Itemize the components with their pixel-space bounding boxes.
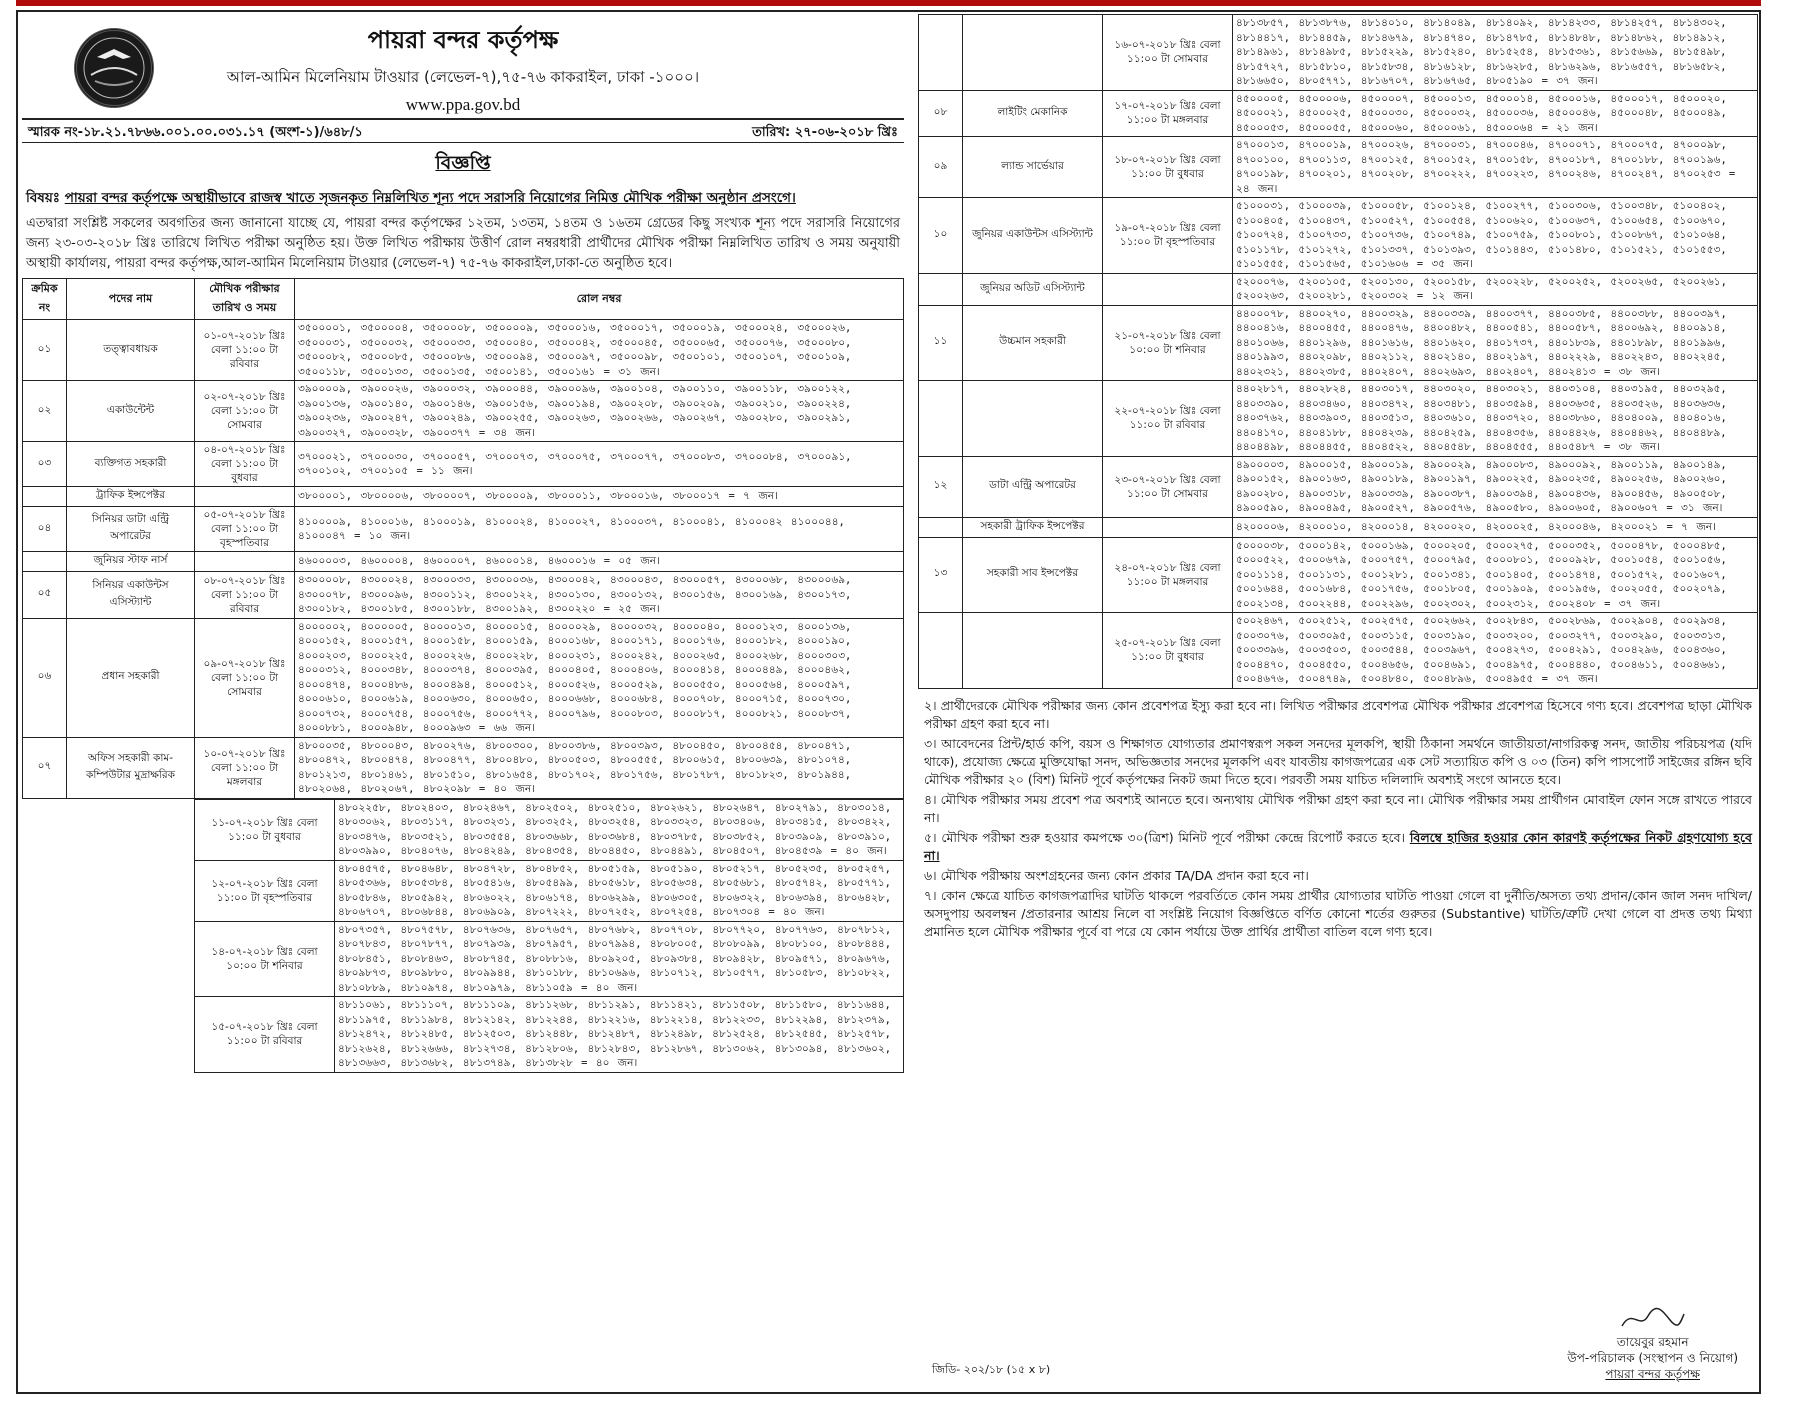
exam-date-cell: ২৫-০৭-২০১৮ খ্রিঃ বেলা ১১:০০ টা বুধবার xyxy=(1103,613,1233,689)
post-name-cell: লাইটিং মেকানিক xyxy=(963,90,1103,137)
roll-numbers-cell: ৪৫০০০০৫, ৪৫০০০০৬, ৪৫০০০০৭, ৪৫০০০১৩, ৪৫০০০১৪, ৪৫০০০১৬, ৪৫০০০১৭, ৪৫০০০২০, ৪৫০০০২১, ৪৫০০০২৫, ৪৫০০০৩০, ৪৫০০০৩২, ৪৫০০০৩৬, ৪৫০০০৪৬, ৪৫০০০৪৮, ৪৫০০০৪৯, ৪৫০০০৫৩, ৪৫০০০৫৫, ৪৫০০০৬০, ৪৫০০০৬১, ৪৫০০০৬৪ = ২১ জন। xyxy=(1233,90,1758,137)
exam-date-cell: ১১-০৭-২০১৮ খ্রিঃ বেলা ১১:০০ টা বুধবার xyxy=(195,799,335,860)
post-name-cell: জুনিয়র স্টাফ নার্স xyxy=(67,552,195,572)
intro-paragraph: এতদ্বারা সংশ্লিষ্ট সকলের অবগতির জন্য জানানো যাচ্ছে যে, পায়রা বন্দর কর্তৃপক্ষের ১২তম, ১৩তম, ১৪তম ও ১৬তম গ্রেডের কিছু সংখ্যক শূন্য পদে সরাসরি নিয়োগের জন্য ২৩-০৩-২০১৮ খ্রিঃ তারিখে লিখিত পরীক্ষা অনুষ্ঠিত হয়। উক্ত লিখিত পরীক্ষায় উত্তীর্ণ রোল নম্বরধারী প্রার্থীদের মৌখিক পরীক্ষা নিম্নলিখিত তারিখ ও সময় অনুযায়ী অস্থায়ী কার্যালয়, পায়রা বন্দর কর্তৃপক্ষ,আল-আমিন মিলেনিয়াম টাওয়ার (লেভেল-৭) ৭৫-৭৬ কাকরাইল,ঢাকা-তে অনুষ্ঠিত হবে। xyxy=(26,216,900,271)
table-row xyxy=(23,442,904,487)
note-5-emphasis: বিলম্বে হাজির হওয়ার কোন কারণই কর্তৃপক্ষের নিকট গ্রহণযোগ্য হবে না। xyxy=(924,829,1752,863)
roll-numbers-cell: ৪১০০০০৯, ৪১০০০১৬, ৪১০০০১৯, ৪১০০০২৪, ৪১০০০২৭, ৪১০০০৩৭, ৪১০০০৪১, ৪১০০০৪২ ৪১০০০৪৪, ৪১০০০৪৭ = ১০ জন। xyxy=(295,507,904,552)
signature-mark xyxy=(1618,1306,1688,1332)
top-color-strip xyxy=(16,0,1761,6)
table-row xyxy=(195,799,904,860)
post-name-cell: জুনিয়র একাউন্টস এসিস্ট্যান্ট xyxy=(963,198,1103,274)
exam-date-cell xyxy=(195,487,295,507)
table-row xyxy=(919,456,1758,517)
post-name-cell xyxy=(963,381,1103,457)
exam-date-cell: ১৬-০৭-২০১৮ খ্রিঃ বেলা ১১:০০ টা সোমবার xyxy=(1103,15,1233,91)
table-row xyxy=(23,381,904,442)
roll-numbers-cell: ৪৪০২৮১৭, ৪৪০২৮২৪, ৪৪০৩০১৭, ৪৪০৩০২০, ৪৪০৩০২১, ৪৪০৩১০৪, ৪৪০৩১৯৫, ৪৪০৩২৯৫, ৪৪০৩৩৯০, ৪৪০৩৪৬০, ৪৪০৩৪৭২, ৪৪০৩৪৮১, ৪৪০৩৫৯৪, ৪৪০৩৬৩৫, ৪৪০৩৫২৬, ৪৪০৩৬৩৬, ৪৪০৩৭৬২, ৪৪০৩৯০৩, ৪৪০৩৫১৩, ৪৪০৩৬১০, ৪৪০৩৭২০, ৪৪০৩৮৬০, ৪৪০৪০০৯, ৪৪০৪০১৬, ৪৪০৪১৭০, ৪৪০৪১৮৮, ৪৪০৪২৩৯, ৪৪০৪২৫৯, ৪৪০৪৩৫৬, ৪৪০৪৪২৬, ৪৪০৪৪৬২, ৪৪০৪৪৮৯, ৪৪০৪৪৯৮, ৪৪০৪৪৫৫, ৪৪০৪৫২২, ৪৪০৪৫৪৮, ৪৪০৪৫৫৫, ৪৪০৫৪৮৭ = ৩৮ জন। xyxy=(1233,381,1758,457)
header-date: মৌখিক পরীক্ষার তারিখ ও সময় xyxy=(195,279,295,320)
header-roll: রোল নম্বর xyxy=(295,279,904,320)
org-address: আল-আমিন মিলেনিয়াম টাওয়ার (লেভেল-৭),৭৫-৭৬ কাকরাইল, ঢাকা -১০০০। xyxy=(226,68,700,86)
signatory-designation: উপ-পরিচালক (সংস্থাপন ও নিয়োগ) xyxy=(1567,1351,1738,1365)
table-row xyxy=(919,517,1758,537)
exam-date-cell xyxy=(1103,517,1233,537)
serial-cell xyxy=(919,381,963,457)
exam-date-cell xyxy=(1103,273,1233,305)
roll-numbers-cell: ৪৬০০০০৩, ৪৬০০০০৪, ৪৬০০০০৭, ৪৬০০০১৪, ৪৬০০০১৬ = ০৫ জন। xyxy=(295,552,904,572)
serial-cell: ০৬ xyxy=(23,618,67,737)
serial-cell xyxy=(919,613,963,689)
exam-date-cell: ১৯-০৭-২০১৮ খ্রিঃ বেলা ১১:০০ টা বৃহস্পতিবার xyxy=(1103,198,1233,274)
header-post: পদের নাম xyxy=(67,279,195,320)
serial-cell: ০১ xyxy=(23,320,67,381)
serial-cell xyxy=(23,487,67,507)
roll-numbers-cell: ৪০০০০০২, ৪০০০০০৫, ৪০০০০১৩, ৪০০০০১৫, ৪০০০০২৯, ৪০০০০৩২, ৪০০০০৪০, ৪০০০১২৩, ৪০০০১৩৬, ৪০০০১৫২, ৪০০০১৫৭, ৪০০০১৫৮, ৪০০০১৫৯, ৪০০০১৬৮, ৪০০০১৭১, ৪০০০১৭৬, ৪০০০১৮২, ৪০০০১৯০, ৪০০০২০৩, ৪০০০২২৫, ৪০০০২২৬, ৪০০০২২৮, ৪০০০২৩১, ৪০০০২৪২, ৪০০০২৬৫, ৪০০০২৬৮, ৪০০০৩০৩, ৪০০০৩১২, ৪০০০৩৪৮, ৪০০০৩৭৪, ৪০০০৩৯৫, ৪০০০৪০৫, ৪০০০৪০৬, ৪০০০৪১৪, ৪০০০৪৪৯, ৪০০০৪৬২, ৪০০০৪৭৪, ৪০০০৪৮৬, ৪০০০৪৯৪, ৪০০০৫১২, ৪০০০৫২৬, ৪০০০৫২৯, ৪০০০৫৫০, ৪০০০৫৬৪, ৪০০০৫৯৭, ৪০০০৬১০, ৪০০০৬১৯, ৪০০০৬৩০, ৪০০০৬৫০, ৪০০০৬৬৮, ৪০০০৬৮৪, ৪০০০৭০৮, ৪০০০৭১৫, ৪০০০৭৩০, ৪০০০৭৩২, ৪০০০৭৫৪, ৪০০০৭৫৬, ৪০০০৭৭২, ৪০০০৭৯৬, ৪০০০৮০৩, ৪০০০৮১৭, ৪০০০৮২১, ৪০০০৮৩৭, ৪০০০৮৮১, ৪০০০৯৪৮, ৪০০০৯৬৩ = ৬৬ জন। xyxy=(295,618,904,737)
exam-date-cell: ১৫-০৭-২০১৮ খ্রিঃ বেলা ১১:০০ টা রবিবার xyxy=(195,997,335,1073)
serial-cell: ০৮ xyxy=(919,90,963,137)
serial-cell xyxy=(919,517,963,537)
exam-date-cell: ০৫-০৭-২০১৮ খ্রিঃ বেলা ১১:০০ টা বৃহস্পতিবার xyxy=(195,507,295,552)
exam-table-right xyxy=(918,14,1758,689)
table-row xyxy=(195,860,904,921)
table-row xyxy=(23,572,904,619)
roll-numbers-cell: ৩৭০০০২১, ৩৭০০০৩০, ৩৭০০০৫৭, ৩৭০০০৭৩, ৩৭০০০৭৫, ৩৭০০০৭৭, ৩৭০০০৮৩, ৩৭০০০৮৪, ৩৭০০০৯১, ৩৭০০১০২, ৩৭০০১০৫ = ১১ জন। xyxy=(295,442,904,487)
exam-date-cell: ১৮-০৭-২০১৮ খ্রিঃ বেলা ১১:০০ টা বুধবার xyxy=(1103,137,1233,198)
serial-cell: ০৪ xyxy=(23,507,67,552)
exam-table-left-sub xyxy=(194,799,904,1073)
roll-numbers-cell: ৪৮০৪৫৭৫, ৪৮০৪৬৪৮, ৪৮০৪৭২৮, ৪৮০৪৮৫২, ৪৮০৫১৫৯, ৪৮০৫১৯০, ৪৮০৫২১৭, ৪৮০৫২৩৫, ৪৮০৫২৫৭, ৪৮০৫৩৬৬, ৪৮০৫৩৮৪, ৪৮০৫৪১৬, ৪৮০৫৪৯৯, ৪৮০৫৬১৮, ৪৮০৫৬৩৪, ৪৮০৫৬৮১, ৪৮০৫৭৪২, ৪৮০৫৭৭১, ৪৮০৫৮৪৬, ৪৮০৫৯৪২, ৪৮০৬০২২, ৪৮০৬১৭৪, ৪৮০৬২৯৯, ৪৮০৬৩০৫, ৪৮০৬৩২২, ৪৮০৬৩৯৪, ৪৮০৬৪২৮, ৪৮০৬৭০৭, ৪৮০৬৮৪৪, ৪৮০৬৯০৯, ৪৮০৭২২২, ৪৮০৭২৫২, ৪৮০৭২৫৪, ৪৮০৭৩০৪ = ৪০ জন। xyxy=(335,860,904,921)
serial-cell xyxy=(919,15,963,91)
note-7: ৭। কোন ক্ষেত্রে যাচিত কাগজপত্রাদির ঘাটতি থাকলে পরবর্তিতে কোন সময় প্রার্থীর যোগ্যতার ঘাটতি পাওয়া গেলে বা দুর্নীতি/অসত্য তথ্য প্রদান/কোন জাল সনদ দাখিল/অসদুপায় অবলম্বন /প্রতারনার আশ্রয় নিলে বা সংশ্লিষ্ট নিয়োগ বিজ্ঞপ্তিতে বর্ণিত কোনো শর্তের গুরুতর (Substantive) ঘাটতি/ত্রুটি দেখা গেলে বা প্রদত্ত তথ্য মিথ্যা প্রমানিত হলে মৌখিক পরীক্ষার পূর্বে বা পরে যে কোন পর্যায়ে উক্ত প্রার্থির প্রার্থীতা বাতিল বলে গণ্য হবে। xyxy=(924,887,1752,939)
notice-title: বিজ্ঞপ্তি xyxy=(435,152,491,174)
footer-code: জিডি- ২০২/১৮ (১৫ x ৮) xyxy=(932,1363,1051,1376)
post-name-cell: ডাটা এন্ট্রি অপারেটর xyxy=(963,456,1103,517)
post-name-cell: জুনিয়র অডিট এসিস্ট্যান্ট xyxy=(963,273,1103,305)
post-name-cell: ব্যক্তিগত সহকারী xyxy=(67,442,195,487)
notice-page xyxy=(16,10,1761,1394)
roll-numbers-cell: ৪৩০০০০৮, ৪৩০০০২৪, ৪৩০০০৩৩, ৪৩০০০৩৬, ৪৩০০০৪২, ৪৩০০০৪৩, ৪৩০০০৫৭, ৪৩০০০৬৮, ৪৩০০০৬৯, ৪৩০০০৭৮, ৪৩০০০৯৬, ৪৩০০১১২, ৪৩০০১২২, ৪৩০০১৩০, ৪৩০০১৩২, ৪৩০০১৫৬, ৪৩০০১৬৯, ৪৩০০১৭৩, ৪৩০০১৮২, ৪৩০০১৮৫, ৪৩০০১৮৮, ৪৩০০১৯২, ৪৩০০২২০ = ২৫ জন। xyxy=(295,572,904,619)
table-row xyxy=(919,137,1758,198)
table-row xyxy=(919,537,1758,613)
post-name-cell xyxy=(963,15,1103,91)
signatory-name: তায়েবুর রহমান xyxy=(1616,1335,1689,1349)
note-6: ৬। মৌখিক পরীক্ষায় অংশগ্রহনের জন্য কোন প্রকার TA/DA প্রদান করা হবে না। xyxy=(924,867,1309,883)
table-row xyxy=(23,737,904,798)
memo-number: স্মারক নং-১৮.২১.৭৮৬৬.০০১.০০.০৩১.১৭ (অংশ-১)/৬৪৮/১ xyxy=(28,125,363,140)
roll-numbers-cell: ৫০০০০৩৮, ৫০০০১৪২, ৫০০০১৬৯, ৫০০০২০৫, ৫০০০২৭৫, ৫০০০৩৫২, ৫০০০৪৭৮, ৫০০০৪৮৫, ৫০০০৫২২, ৫০০০৬৭৯, ৫০০০৭৫৭, ৫০০০৭৯৫, ৫০০০৮০১, ৫০০০৯২৮, ৫০০১০৫৪, ৫০০১০৫৬, ৫০০১১১৪, ৫০০১১৩১, ৫০০১২৮১, ৫০০১৩৪১, ৫০০১৪০৫, ৫০০১৪৭৪, ৫০০১৫৭২, ৫০০১৬০৭, ৫০০১৬৪৪, ৫০০১৬৮৪, ৫০০১৭৫৬, ৫০০১৮০৫, ৫০০১৯০৯, ৫০০১৯৫৬, ৫০০২০৫৫, ৫০০২০৭৯, ৫০০২১৩৪, ৫০০২২৪৪, ৫০০২২৯৬, ৫০০২৩০২, ৫০০২৩১২, ৫০০২৪০৮ = ৩৭ জন। xyxy=(1233,537,1758,613)
exam-date-cell: ০৪-০৭-২০১৮ খ্রিঃ বেলা ১১:০০ টা বুধবার xyxy=(195,442,295,487)
note-5-text: ৫। মৌখিক পরীক্ষা শুরু হওয়ার কমপক্ষে ৩০(ত্রিশ) মিনিট পূর্বে পরীক্ষা কেন্দ্রে রিপোর্ট করতে হবে। xyxy=(924,829,1406,845)
ppa-logo-icon xyxy=(74,28,154,108)
roll-numbers-cell: ৫১০০০৩১, ৫১০০০৩৯, ৫১০০০৫৮, ৫১০০১২৪, ৫১০০২৭৭, ৫১০০৩০৬, ৫১০০৩৪৮, ৫১০০৪০২, ৫১০০৪০৫, ৫১০০৪৩৭, ৫১০০৫২৭, ৫১০০৫৫৪, ৫১০০৬২০, ৫১০০৬৩৭, ৫১০০৬৫৪, ৫১০০৬৭০, ৫১০০৭২৪, ৫১০০৭৩৩, ৫১০০৭৩৬, ৫১০০৭৪৯, ৫১০০৭৫৯, ৫১০০৮০১, ৫১০০৮৬৭, ৫১০১০৬৪, ৫১০১১৭৮, ৫১০১২৭২, ৫১০১৩৩৭, ৫১০১৩৯৩, ৫১০১৪৪৩, ৫১০১৪৮০, ৫১০১৫২১, ৫১০১৫৫৩, ৫১০১৫৫৫, ৫১০১৫৬৫, ৫১০১৬০৬ = ৩৫ জন। xyxy=(1233,198,1758,274)
right-column xyxy=(918,14,1758,1390)
post-name-cell: সিনিয়র একাউন্টস এসিস্ট্যান্ট xyxy=(67,572,195,619)
serial-cell: ১০ xyxy=(919,198,963,274)
post-name-cell: প্রধান সহকারী xyxy=(67,618,195,737)
org-website: www.ppa.gov.bd xyxy=(405,95,521,114)
roll-numbers-cell: ৪২০০০০৬, ৪২০০০১০, ৪২০০০১৪, ৪২০০০২০, ৪২০০০২৫, ৪২০০০৪৬, ৪২০০০২১ = ৭ জন। xyxy=(1233,517,1758,537)
serial-cell: ০২ xyxy=(23,381,67,442)
post-name-cell: সহকারী ট্রাফিক ইন্সপেক্টর xyxy=(963,517,1103,537)
table-row xyxy=(23,507,904,552)
notice-date: তারিখ: ২৭-০৬-২০১৮ খ্রিঃ xyxy=(752,125,898,140)
roll-numbers-cell: ৩৫০০০০১, ৩৫০০০০৪, ৩৫০০০০৮, ৩৫০০০০৯, ৩৫০০০১৬, ৩৫০০০১৭, ৩৫০০০১৯, ৩৫০০০২৪, ৩৫০০০২৬, ৩৫০০০৩১, ৩৫০০০৩২, ৩৫০০০৩৩, ৩৫০০০৪০, ৩৫০০০৪২, ৩৫০০০৪৫, ৩৫০০০৬৫, ৩৫০০০৭৬, ৩৫০০০৮০, ৩৫০০০৮২, ৩৫০০০৮৫, ৩৫০০০৮৬, ৩৫০০০৯৪, ৩৫০০০৯৭, ৩৫০০০৯৮, ৩৫০০১০১, ৩৫০০১০৭, ৩৫০০১০৯, ৩৫০০১১৮, ৩৫০০১৩৩, ৩৫০০১৩৫, ৩৫০০১৪১, ৩৫০০১৬১ = ৩১ জন। xyxy=(295,320,904,381)
note-3: ৩। আবেদনের প্রিন্ট/হার্ড কপি, বয়স ও শিক্ষাগত যোগ্যতার প্রমাণস্বরূপ সকল সনদের মূলকপি, স্থায়ী ঠিকানা সমর্থনে জাতীয়তা/নাগরিকত্ব সনদ, জাতীয় পরিচয়পত্র (যদি থাকে), প্রযোজ্য ক্ষেত্রে মুক্তিযোদ্ধা সনদ, অভিজ্ঞতার সনদের মূলকপি এবং যাবতীয় কাগজপত্রের এক সেট সত্যায়িত কপি ও ০৩ (তিন) কপি পাসপোর্ট সাইজের রঙ্গিন ছবি মৌখিক পরীক্ষার ২০ (বিশ) মিনিট পূর্বে কর্তৃপক্ষের নিকট জমা দিতে হবে। পরবর্তী সময় যাচিত দলিলাদি অবশ্যই সংগে আনতে হবে। xyxy=(924,735,1752,787)
table-row xyxy=(919,198,1758,274)
roll-numbers-cell: ৪৮০৭৩৫৭, ৪৮০৭৫৭৮, ৪৮০৭৬৩৬, ৪৮০৭৬৫৭, ৪৮০৭৬৮২, ৪৮০৭৭০৮, ৪৮০৭৭২০, ৪৮০৭৭৬৩, ৪৮০৭৮১২, ৪৮০৭৮৪৩, ৪৮০৭৮৭৭, ৪৮০৭৯৩৯, ৪৮০৭৯৫৭, ৪৮০৭৯৯৪, ৪৮০৮০০৫, ৪৮০৮০৯৯, ৪৮০৮১০০, ৪৮০৮৪৪৪, ৪৮০৮৪৫১, ৪৮০৮৪৬৩, ৪৮০৮৭৪৫, ৪৮০৮৮১৬, ৪৮০৯২০৫, ৪৮০৯৩৮৪, ৪৮০৯৪২৮, ৪৮০৯৫৭১, ৪৮০৯৬৭৬, ৪৮০৯৮৭৩, ৪৮০৯৮৮০, ৪৮০৯৯৪৪, ৪৮১০১৮৮, ৪৮১০৬৯৬, ৪৮১০৭১২, ৪৮১০৫৭৭, ৪৮১০৫৮৩, ৪৮১০৮২২, ৪৮১০৮৮৯, ৪৮১০৯৭৪, ৪৮১০৯৭৯, ৪৮১১০৫৯ = ৪০ জন। xyxy=(335,921,904,997)
exam-date-cell: ০২-০৭-২০১৮ খ্রিঃ বেলা ১১:০০ টা সোমবার xyxy=(195,381,295,442)
serial-cell xyxy=(23,552,67,572)
signature-block xyxy=(1567,1306,1738,1382)
serial-cell: ১২ xyxy=(919,456,963,517)
exam-date-cell: ১০-০৭-২০১৮ খ্রিঃ বেলা ১১:০০ টা মঙ্গলবার xyxy=(195,737,295,798)
table-row xyxy=(23,320,904,381)
serial-cell: ১৩ xyxy=(919,537,963,613)
roll-numbers-cell: ৫২০০০৭৬, ৫২০০১০৫, ৫২০০১৩০, ৫২০০১৫৮, ৫২০০২২৮, ৫২০০২৫২, ৫২০০২৬৫, ৫২০০২৬১, ৫২০০২৬৩, ৫২০০২৮১, ৫২০০৩০২ = ১২ জন। xyxy=(1233,273,1758,305)
roll-numbers-cell: ৪৮১১০৬১, ৪৮১১১০৭, ৪৮১১১০৯, ৪৮১১২৬৮, ৪৮১১২৯১, ৪৮১১৪২১, ৪৮১১৫০৮, ৪৮১১৫৮০, ৪৮১১৬৪৪, ৪৮১১৯৭৫, ৪৮১১৯৮৪, ৪৮১২১৪২, ৪৮১২২৪৪, ৪৮১২২১৬, ৪৮১২২১৪, ৪৮১২২৩৩, ৪৮১২২৯৪, ৪৮১২৩৭৯, ৪৮১২৪৭২, ৪৮১২৪৮৫, ৪৮১২৫০৩, ৪৮১২৪৪৮, ৪৮১২৪৮৭, ৪৮১২৪৯৮, ৪৮১২৫২৪, ৪৮১২৫৪৫, ৪৮১২৫৭৮, ৪৮১২৬২৪, ৪৮১২৬৬৬, ৪৮১২৭৩৪, ৪৮১২৮০৬, ৪৮১২৮৪৩, ৪৮১২৮৬৭, ৪৮১৩০৬২, ৪৮১৩০৯৪, ৪৮১৩৬০২, ৪৮১৩৬৬৩, ৪৮১৩৬৮২, ৪৮১৩৭৪৯, ৪৮১৩৮২৮ = ৪০ জন। xyxy=(335,997,904,1073)
exam-date-cell: ২৪-০৭-২০১৮ খ্রিঃ বেলা ১১:০০ টা মঙ্গলবার xyxy=(1103,537,1233,613)
roll-numbers-cell: ৪৭০০০১৩, ৪৭০০০১৯, ৪৭০০০২৬, ৪৭০০০৩১, ৪৭০০০৪৬, ৪৭০০০৭১, ৪৭০০০৭৫, ৪৭০০০৯৮, ৪৭০০১০০, ৪৭০০১১৩, ৪৭০০১২৫, ৪৭০০১৫২, ৪৭০০১৫৮, ৪৭০০১৮৭, ৪৭০০১৮৮, ৪৭০০১৯৬, ৪৭০০১৯৮, ৪৭০০২০১, ৪৭০০২০৮, ৪৭০০২২২, ৪৭০০২২৩, ৪৭০০২৪৬, ৪৭০০২৪৭, ৪৭০০২৫৩ = ২৪ জন। xyxy=(1233,137,1758,198)
exam-date-cell: ০৯-০৭-২০১৮ খ্রিঃ বেলা ১১:০০ টা সোমবার xyxy=(195,618,295,737)
subject-line xyxy=(26,187,900,210)
serial-cell xyxy=(919,273,963,305)
table-header-row xyxy=(23,279,904,320)
subject-label: বিষয়ঃ xyxy=(26,190,60,206)
roll-numbers-cell: ৪৪০০০৭৮, ৪৪০০২৭০, ৪৪০০৩২৯, ৪৪০০৩৩৯, ৪৪০০৩৭৭, ৪৪০০৩৮৫, ৪৪০০৩৮৮, ৪৪০০৩৯৭, ৪৪০০৪১৬, ৪৪০০৪৫৫, ৪৪০০৪৭৬, ৪৪০০৪৮২, ৪৪০০৫৪১, ৪৪০০৫৮৭, ৪৪০০৬৯২, ৪৪০০৯১৪, ৪৪০১০৬৬, ৪৪০১২৯৬, ৪৪০১৬১৬, ৪৪০১৬২০, ৪৪০১৭৩৭, ৪৪০১৮৩৯, ৪৪০১৮৯৮, ৪৪০১৯৯৬, ৪৪০১৯৯৩, ৪৪০২০৯৮, ৪৪০২১১২, ৪৪০২১৪০, ৪৪০২১৯৭, ৪৪০২২২৯, ৪৪০২২৪৩, ৪৪০২২৪৫, ৪৪০২৩২১, ৪৪০২৩৮৫, ৪৪০২৪০৭, ৪৪০২৬৯৩, ৪৪০২৪০৭, ৪৪০২৪১৩ = ৩৮ জন। xyxy=(1233,305,1758,381)
table-row xyxy=(195,997,904,1073)
post-name-cell: উচ্চমান সহকারী xyxy=(963,305,1103,381)
post-name-cell: অফিস সহকারী কাম-কম্পিউটার মুদ্রাক্ষরিক xyxy=(67,737,195,798)
table-row xyxy=(23,618,904,737)
exam-date-cell: ২৩-০৭-২০১৮ খ্রিঃ বেলা ১১:০০ টা সোমবার xyxy=(1103,456,1233,517)
exam-date-cell: ২১-০৭-২০১৮ খ্রিঃ বেলা ১০:০০ টা শনিবার xyxy=(1103,305,1233,381)
table-row xyxy=(919,273,1758,305)
table-row xyxy=(919,305,1758,381)
roll-numbers-cell: ৪৯০০০০৩, ৪৯০০০১৫, ৪৯০০০১৯, ৪৯০০০২৯, ৪৯০০০৮৩, ৪৯০০০৯২, ৪৯০০১১৯, ৪৯০০১৪৯, ৪৯০০১৫২, ৪৯০০১৬৩, ৪৯০০১৮৯, ৪৯০০১৯৭, ৪৯০০২২৫, ৪৯০০২৩৫, ৪৯০০২৫৬, ৪৯০০২৬০, ৪৯০০২৮০, ৪৯০০৩১৮, ৪৯০০৩৩৯, ৪৯০০৩৮৭, ৪৯০০৩৯৪, ৪৯০০৪৩৬, ৪৯০০৪৫৬, ৪৯০০৫০৮, ৪৯০০৫৯০, ৪৯০০৪৯৫, ৪৯০০৫২৭, ৪৯০০৫৭৬, ৪৯০০৫৮০, ৪৯০০৬০৫, ৪৯০০৬০৭ = ৩১ জন। xyxy=(1233,456,1758,517)
notes-section xyxy=(924,697,1752,941)
table-row xyxy=(919,613,1758,689)
table-row xyxy=(919,90,1758,137)
exam-date-cell: ১৪-০৭-২০১৮ খ্রিঃ বেলা ১০:০০ টা শনিবার xyxy=(195,921,335,997)
org-name: পায়রা বন্দর কর্তৃপক্ষ xyxy=(367,25,559,54)
roll-numbers-cell: ৫০০২৪৬৭, ৫০০২৫১২, ৫০০২৫৭৫, ৫০০২৬৬২, ৫০০২৮৪৩, ৫০০২৮৬৯, ৫০০২৯০৪, ৫০০২৯৩৪, ৫০০৩০৭৬, ৫০০৩০৯৫, ৫০০৩১১৫, ৫০০৩১৯০, ৫০০৩২০০, ৫০০৩২৭৭, ৫০০৩২৯০, ৫০০৩৩১৩, ৫০০৩৩৯৬, ৫০০৩৫০৩, ৫০০৩৫৪৪, ৫০০৩৯৬৭, ৫০০৪২৭৩, ৫০০৪২৯১, ৫০০৪২৯৬, ৫০০৪৩৬০, ৫০০৪৪৭০, ৫০০৪৫৫০, ৫০০৪৬৫৬, ৫০০৪৬৯১, ৫০০৪৯৭৫, ৫০০৪৪৪০, ৫০০৪৬১১, ৫০০৪৬৬১, ৫০০৪৬৭৬, ৫০০৪৭৪৯, ৫০০৪৮৪০, ৫০০৪৮৯৬, ৫০০৪৯৫৫ = ৩৭ জন। xyxy=(1233,613,1758,689)
table-row xyxy=(195,921,904,997)
table-row xyxy=(919,15,1758,91)
roll-numbers-cell: ৩৯০০০০৯, ৩৯০০০২৬, ৩৯০০০৩২, ৩৯০০০৪৪, ৩৯০০০৯৬, ৩৯০০১০৪, ৩৯০০১১০, ৩৯০০১১৮, ৩৯০০১২২, ৩৯০০১৩৬, ৩৯০০১৪০, ৩৯০০১৪৬, ৩৯০০১৫৬, ৩৯০০১৯৪, ৩৯০০২০৮, ৩৯০০২০৯, ৩৯০০২১০, ৩৯০০২২৪, ৩৯০০২৩৬, ৩৯০০২৪৭, ৩৯০০২৪৯, ৩৯০০২৫৫, ৩৯০০২৬৩, ৩৯০০২৬৬, ৩৯০০২৬৭, ৩৯০০২৮০, ৩৯০০২৯১, ৩৯০০৩২৭, ৩৯০০৩২৮, ৩৯০০৩৭৭ = ৩৪ জন। xyxy=(295,381,904,442)
serial-cell: ০৫ xyxy=(23,572,67,619)
serial-cell: ০৩ xyxy=(23,442,67,487)
serial-cell: ১১ xyxy=(919,305,963,381)
subject-text: পায়রা বন্দর কর্তৃপক্ষে অস্থায়ীভাবে রাজস্ব খাতে সৃজনকৃত নিম্নলিখিত শূন্য পদে সরাসরি নিয়োগের নিমিত্ত মৌখিক পরীক্ষা অনুষ্ঠান প্রসংগে। xyxy=(64,190,796,206)
exam-date-cell: ১২-০৭-২০১৮ খ্রিঃ বেলা ১১:০০ টা বৃহস্পতিবার xyxy=(195,860,335,921)
post-name-cell: সিনিয়র ডাটা এন্ট্রি অপারেটর xyxy=(67,507,195,552)
post-name-cell: ট্রাফিক ইন্সপেক্টর xyxy=(67,487,195,507)
exam-date-cell xyxy=(195,552,295,572)
letterhead xyxy=(22,14,904,118)
table-row xyxy=(23,552,904,572)
serial-cell: ০৯ xyxy=(919,137,963,198)
post-name-cell xyxy=(963,613,1103,689)
post-name-cell: একাউন্টেন্ট xyxy=(67,381,195,442)
exam-date-cell: ০৮-০৭-২০১৮ খ্রিঃ বেলা ১১:০০ টা রবিবার xyxy=(195,572,295,619)
note-2: ২। প্রার্থীদেরকে মৌখিক পরীক্ষার জন্য কোন প্রবেশপত্র ইস্যু করা হবে না। লিখিত পরীক্ষার প্রবেশপত্র মৌখিক পরীক্ষার প্রবেশপত্র হিসেবে গণ্য হবে। প্রবেশপত্র ছাড়া মৌখিক পরীক্ষা গ্রহণ করা হবে না। xyxy=(924,697,1752,731)
left-column xyxy=(22,14,904,1390)
roll-numbers-cell: ৩৮০০০০১, ৩৮০০০০৬, ৩৮০০০০৭, ৩৮০০০০৯, ৩৮০০০১১, ৩৮০০০১৬, ৩৮০০০১৭ = ৭ জন। xyxy=(295,487,904,507)
exam-date-cell: ১৭-০৭-২০১৮ খ্রিঃ বেলা ১১:০০ টা মঙ্গলবার xyxy=(1103,90,1233,137)
note-4: ৪। মৌখিক পরীক্ষার সময় প্রবেশ পত্র অবশ্যই আনতে হবে। অন্যথায় মৌখিক পরীক্ষা গ্রহণ করা হবে না। মৌখিক পরীক্ষার সময় প্রার্থীগন মোবাইল ফোন সঙ্গে রাখতে পারবে না। xyxy=(924,791,1752,825)
post-name-cell: তত্ত্বাবধায়ক xyxy=(67,320,195,381)
roll-numbers-cell: ৪৮১৩৮৫৭, ৪৮১৩৮৭৬, ৪৮১৪০১০, ৪৮১৪০৪৯, ৪৮১৪০৯২, ৪৮১৪২৩৩, ৪৮১৪২৫৭, ৪৮১৪৩০২, ৪৮১৪৪১৭, ৪৮১৪৪৫৯, ৪৮১৪৬৭৯, ৪৮১৪৭৪০, ৪৮১৪৭৮৫, ৪৮১৪৮৪৮, ৪৮১৪৮৬২, ৪৮১৪৯১২, ৪৮১৪৯৬১, ৪৮১৪৯৮৫, ৪৮১৫২২৯, ৪৮১৫২৪০, ৪৮১৫২৫৪, ৪৮১৫৩৬১, ৪৮১৫৬৬৯, ৪৮১৫৪৯৮, ৪৮১৫৭২৭, ৪৮১৫৮১০, ৪৮১৫৮৩৪, ৪৮১৬১২৮, ৪৮১৬২৮৫, ৪৮১৬২৯৬, ৪৮১৬৫৫৭, ৪৮১৬৫৮২, ৪৮১৬৬৫০, ৪৮০৫৭৭১, ৪৮১৬৭০৭, ৪৮১৬৭৬৫, ৪৮০৫১৯০ = ৩৭ জন। xyxy=(1233,15,1758,91)
serial-cell: ০৭ xyxy=(23,737,67,798)
exam-date-cell: ২২-০৭-২০১৮ খ্রিঃ বেলা ১১:০০ টা রবিবার xyxy=(1103,381,1233,457)
post-name-cell: সহকারী সাব ইন্সপেক্টর xyxy=(963,537,1103,613)
roll-numbers-cell: ৪৮০২২৫৮, ৪৮০২৪০৩, ৪৮০২৪৬৭, ৪৮০২৫০২, ৪৮০২৫১০, ৪৮০২৬২১, ৪৮০২৬৪৭, ৪৮০২৭৯১, ৪৮০৩০১৪, ৪৮০৩০৬২, ৪৮০৩১১৭, ৪৮০৩২৩১, ৪৮০৩২৫২, ৪৮০৩২৫৪, ৪৮০৩৩২৩, ৪৮০৩৪০৬, ৪৮০৩৪১৫, ৪৮০৩৪২২, ৪৮০৩৪৭৬, ৪৮০৩৫২১, ৪৮০৩৫৫৪, ৪৮০৩৬৬৮, ৪৮০৩৬৮৪, ৪৮০৩৭৮৫, ৪৮০৩৮৫২, ৪৮০৩৯০৯, ৪৮০৩৯১০, ৪৮০৩৯৯০, ৪৮০৪০৭৬, ৪৮০৪২৪৯, ৪৮০৪৩৫৪, ৪৮০৪৪৫০, ৪৮০৪৪৯১, ৪৮০৪৫০৭, ৪৮০৪৫৩৯ = ৪০ জন। xyxy=(335,799,904,860)
signatory-org: পায়রা বন্দর কর্তৃপক্ষ xyxy=(1605,1367,1700,1381)
post-name-cell: ল্যান্ড সার্ভেয়ার xyxy=(963,137,1103,198)
exam-table-left xyxy=(22,278,904,799)
table-row xyxy=(23,487,904,507)
table-row xyxy=(919,381,1758,457)
roll-numbers-cell: ৪৮০০০৩৫, ৪৮০০০৪৩, ৪৮০০২৭৬, ৪৮০০৩০০, ৪৮০০৩৮৬, ৪৮০০৩৯৩, ৪৮০০৪৫০, ৪৮০০৪৫৪, ৪৮০০৪৭১, ৪৮০০৪৭২, ৪৮০০৪৭৪, ৪৮০০৪৭৭, ৪৮০০৪৮০, ৪৮০০৫০৩, ৪৮০০৫৫৫, ৪৮০০৬১৫, ৪৮০০৬৩৯, ৪৮০১০৭৪, ৪৮০১২১৩, ৪৮০১৪৬১, ৪৮০১৫১০, ৪৮০১৬৫৪, ৪৮০১৭০২, ৪৮০১৭৫৬, ৪৮০১৭৮৭, ৪৮০১৮২৩, ৪৮০১৯৪৪, ৪৮০২০৬৪, ৪৮০২০৬৭, ৪৮০২০৯৮ = ৪০ জন। xyxy=(295,737,904,798)
reference-line xyxy=(22,118,904,143)
exam-date-cell: ০১-০৭-২০১৮ খ্রিঃ বেলা ১১:০০ টা রবিবার xyxy=(195,320,295,381)
note-5 xyxy=(924,829,1752,865)
header-sl: ক্রমিক নং xyxy=(23,279,67,320)
